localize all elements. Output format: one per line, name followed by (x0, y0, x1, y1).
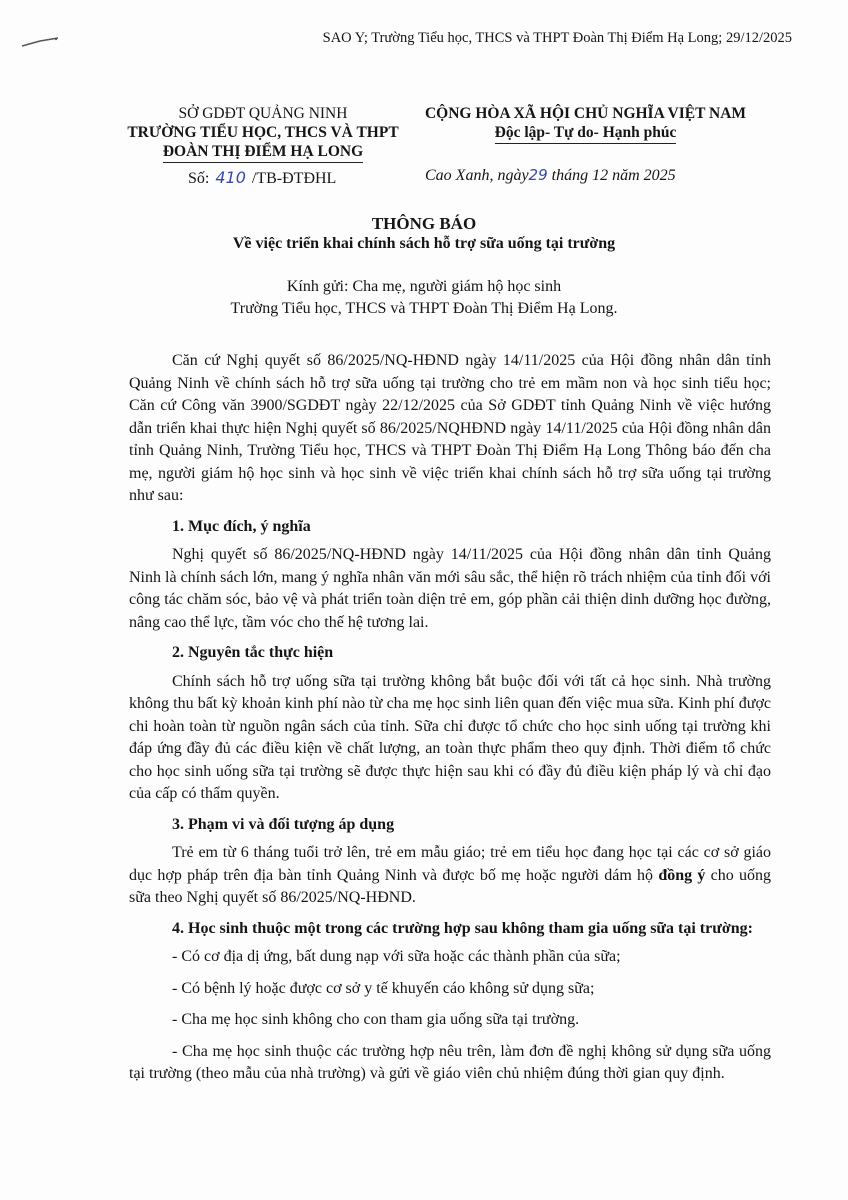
date-prefix: Cao Xanh, ngày (425, 167, 529, 184)
national-name: CỘNG HÒA XÃ HỘI CHỦ NGHĨA VIỆT NAM (424, 105, 747, 122)
national-header (398, 104, 773, 144)
issuer-header (104, 104, 422, 163)
document-subtitle: Về việc triển khai chính sách hỗ trợ sữa uống tại trường (232, 235, 616, 252)
issuer-school-line1: TRƯỜNG TIỂU HỌC, THCS VÀ THPT (127, 124, 399, 141)
section3-text (129, 842, 771, 910)
copy-certification-note: SAO Y; Trường Tiểu học, THCS và THPT Đoàn Thị Điểm Hạ Long; 29/12/2025 (322, 30, 792, 46)
issuer-school-line2: ĐOÀN THỊ ĐIỂM HẠ LONG (163, 142, 363, 163)
recipients-line2: Trường Tiểu học, THCS và THPT Đoàn Thị Điểm Hạ Long. (230, 300, 618, 317)
section3-text-bold: đồng ý (658, 866, 706, 884)
section4-heading: 4. Học sinh thuộc một trong các trường hợp sau không tham gia uống sữa tại trường: (172, 919, 753, 937)
document-body (129, 350, 771, 1095)
date-suffix: tháng 12 năm 2025 (551, 167, 676, 184)
issuer-department: SỞ GDĐT QUẢNG NINH (178, 105, 348, 122)
document-number-prefix: Số: (188, 170, 210, 187)
recipients (0, 276, 848, 320)
section3-heading: 3. Phạm vi và đối tượng áp dụng (172, 815, 395, 833)
recipients-line1: Kính gửi: Cha mẹ, người giám hộ học sinh (286, 278, 562, 295)
section3-text-after: cho uống sữa theo Nghị quyết số 86/2025/NQ-HĐND. (129, 866, 772, 906)
document-number-handwritten: 410 (215, 168, 246, 187)
intro-paragraph: Căn cứ Nghị quyết số 86/2025/NQ-HĐND ngày 14/11/2025 của Hội đồng nhân dân tỉnh Quảng Ninh về chính sách hỗ trợ sữa uống tại trường cho trẻ em mầm non và học sinh tiểu học; Căn cứ Công văn 3900/SGDĐT ngày 22/12/2025 của Sở GDĐT tỉnh Quảng Ninh về việc hướng dẫn triển khai thực hiện Nghị quyết số 86/2025/NQHĐND ngày 14/11/2025 của Hội đồng nhân dân tỉnh Quảng Ninh, Trường Tiểu học, THCS và THPT Đoàn Thị Điểm Hạ Long Thông báo đến cha mẹ, người giám hộ học sinh và học sinh về việc triển khai chính sách hỗ trợ sữa uống tại trường như sau: (129, 352, 771, 504)
section4-bullet-3: - Cha mẹ học sinh không cho con tham gia uống sữa tại trường. (172, 1011, 580, 1028)
section2-text: Chính sách hỗ trợ uống sữa tại trường không bắt buộc đối với tất cả học sinh. Nhà trường không thu bất kỳ khoản kinh phí nào từ cha mẹ học sinh liên quan đến việc mua sữa. Kinh phí được chi hoàn toàn từ nguồn ngân sách của tỉnh. Sữa chỉ được tổ chức cho học sinh uống tại trường khi đáp ứng đầy đủ các điều kiện về chất lượng, an toàn thực phẩm theo quy định. Thời điểm tổ chức cho học sinh uống sữa tại trường sẽ được thực hiện sau khi có đầy đủ điều kiện pháp lý và chỉ đạo của cấp có thẩm quyền. (129, 672, 771, 802)
document-number-suffix: /TB-ĐTĐHL (251, 170, 337, 187)
document-date (425, 166, 676, 185)
section2-heading: 2. Nguyên tắc thực hiện (172, 644, 334, 661)
section4-bullet-2: - Có bệnh lý hoặc được cơ sở y tế khuyến cáo không sử dụng sữa; (172, 979, 595, 997)
document-number (188, 168, 336, 188)
section1-text: Nghị quyết số 86/2025/NQ-HĐND ngày 14/11/2025 của Hội đồng nhân dân tỉnh Quảng Ninh là chính sách lớn, mang ý nghĩa nhân văn mới sâu sắc, thể hiện rõ trách nhiệm của tỉnh đối với công tác chăm sóc, bảo vệ và phát triển toàn diện trẻ em, góp phần cải thiện dinh dưỡng học đường, nâng cao thể lực, tầm vóc cho thế hệ tương lai. (129, 546, 771, 631)
section3-text-before: Trẻ em từ 6 tháng tuổi trở lên, trẻ em mẫu giáo; trẻ em tiểu học đang học tại các cơ sở giáo dục hợp pháp trên địa bàn tỉnh Quảng Ninh và được bố mẹ hoặc người dám hộ (129, 844, 771, 884)
national-motto: Độc lập- Tự do- Hạnh phúc (495, 123, 677, 144)
document-title: THÔNG BÁO (371, 214, 477, 233)
pen-mark-icon (20, 36, 60, 48)
section4-bullet-4: - Cha mẹ học sinh thuộc các trường hợp nêu trên, làm đơn đề nghị không sử dụng sữa uống tại trường (theo mẫu của nhà trường) và gửi về giáo viên chủ nhiệm đúng thời gian quy định. (129, 1042, 771, 1082)
date-handwritten-day: 29 (528, 166, 548, 184)
section1-heading: 1. Mục đích, ý nghĩa (172, 517, 311, 535)
section4-bullet-1: - Có cơ địa dị ứng, bất dung nạp với sữa hoặc các thành phần của sữa; (172, 948, 621, 965)
